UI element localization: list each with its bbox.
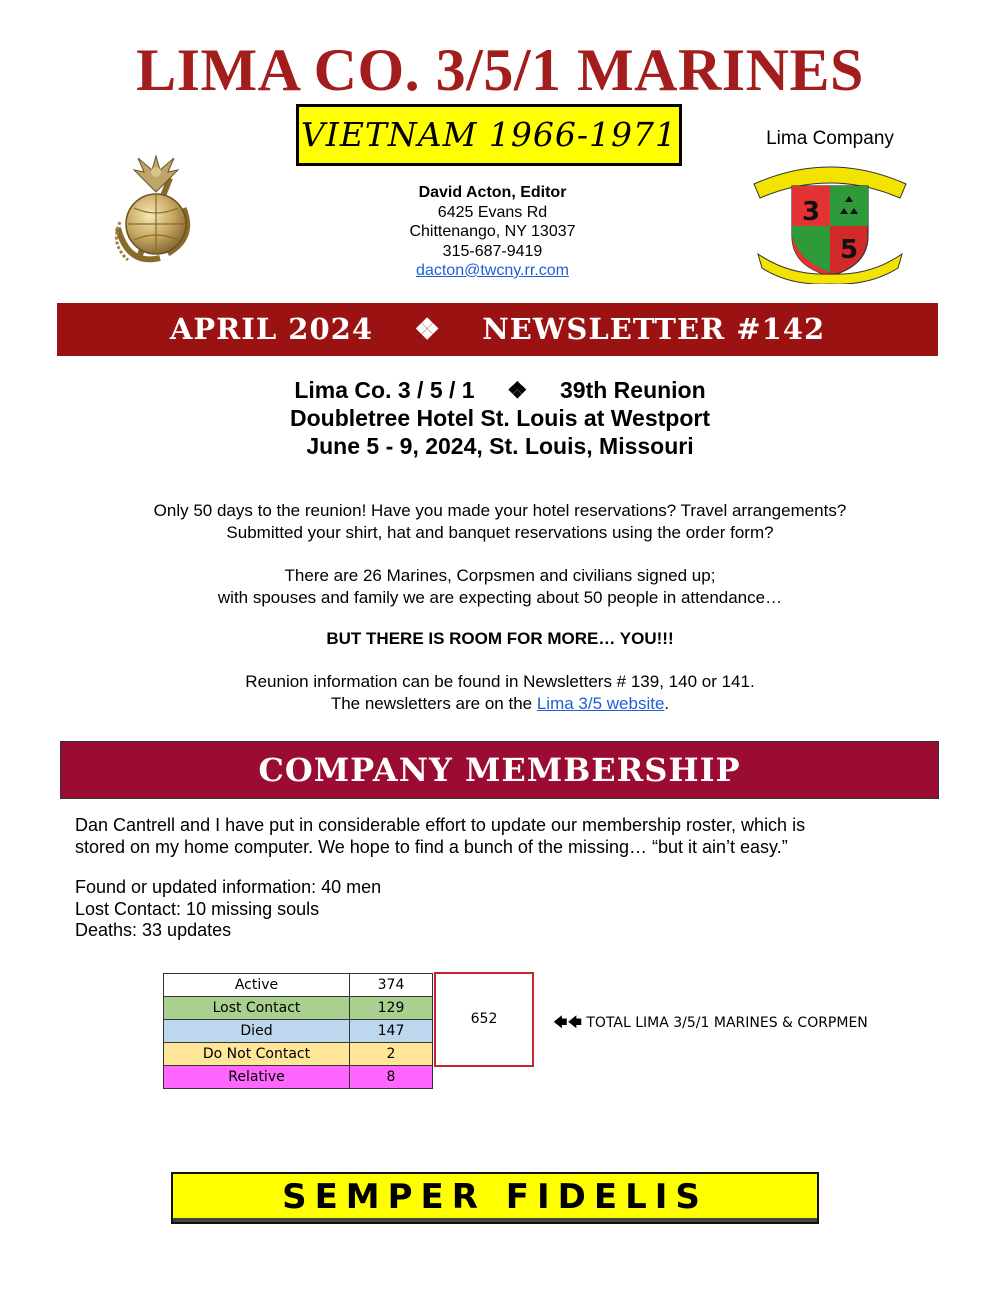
vietnam-banner: VIETNAM 1966-1971 (296, 104, 682, 166)
issue-banner (57, 303, 938, 356)
diamond-separator-icon: ❖ (506, 377, 528, 403)
reunion-unit: Lima Co. 3 / 5 / 1 (294, 377, 475, 403)
membership-intro (75, 815, 935, 858)
stat-deaths: Deaths: 33 updates (75, 920, 232, 940)
membership-banner: COMPANY MEMBERSHIP (60, 741, 939, 799)
row-label: Died (164, 1020, 350, 1043)
reunion-reminder (0, 500, 1000, 543)
table-row (164, 1020, 433, 1043)
ega-emblem-icon (98, 148, 218, 273)
lima-company-caption: Lima Company (766, 128, 894, 149)
stat-lost: Lost Contact: 10 missing souls (75, 898, 320, 919)
info-text: . (664, 693, 670, 713)
editor-street: 6425 Evans Rd (437, 203, 548, 221)
room-for-more: BUT THERE IS ROOM FOR MORE… YOU!!! (326, 629, 674, 648)
svg-text:5: 5 (839, 235, 859, 265)
membership-stats (75, 877, 935, 942)
row-label: Do Not Contact (164, 1043, 350, 1066)
newsletter-title: LIMA CO. 3/5/1 MARINES (136, 37, 864, 103)
svg-text:3: 3 (801, 197, 821, 227)
row-value: 2 (350, 1043, 433, 1066)
editor-email-link[interactable]: dacton@twcny.rr.com (416, 262, 569, 279)
table-row (164, 1066, 433, 1089)
editor-name: David Acton, Editor (418, 184, 567, 201)
table-row (164, 997, 433, 1020)
row-value: 129 (350, 997, 433, 1020)
row-value: 147 (350, 1020, 433, 1043)
row-label: Relative (164, 1066, 350, 1089)
issue-date: APRIL 2024 (169, 312, 374, 346)
attendance-paragraph (0, 565, 1000, 608)
lima-website-link[interactable]: Lima 3/5 website (536, 693, 665, 713)
editor-contact (350, 183, 635, 281)
table-row (164, 974, 433, 997)
info-text: The newsletters are on the (330, 693, 537, 713)
membership-table (163, 973, 433, 1089)
reunion-dates: June 5 - 9, 2024, St. Louis, Missouri (306, 433, 694, 459)
reminder-line: Only 50 days to the reunion! Have you made your hotel reservations? Travel arrangements? (153, 501, 847, 520)
membership-total: 652 (434, 972, 534, 1067)
editor-phone: 315-687-9419 (442, 242, 543, 260)
issue-number: NEWSLETTER #142 (482, 312, 826, 346)
reunion-number: 39th Reunion (559, 377, 706, 403)
semper-fidelis-banner: SEMPER FIDELIS (171, 1172, 819, 1224)
info-line: Reunion information can be found in Newsletters # 139, 140 or 141. (245, 672, 755, 691)
editor-city: Chittenango, NY 13037 (409, 223, 576, 240)
row-label: Lost Contact (164, 997, 350, 1020)
total-note: 🡄🡄 TOTAL LIMA 3/5/1 MARINES & CORPMEN (553, 1015, 868, 1031)
reunion-heading (0, 376, 1000, 460)
row-value: 374 (350, 974, 433, 997)
reunion-info-paragraph (0, 671, 1000, 714)
diamond-separator-icon: ❖ (414, 312, 442, 346)
table-row (164, 1043, 433, 1066)
reunion-venue: Doubletree Hotel St. Louis at Westport (290, 405, 710, 431)
intro-line: stored on my home computer. We hope to find a bunch of the missing… “but it ain’t easy.” (75, 836, 788, 857)
attendance-line: There are 26 Marines, Corpsmen and civilians signed up; (284, 566, 716, 585)
attendance-line: with spouses and family we are expecting about 50 people in attendance… (217, 587, 783, 607)
stat-found: Found or updated information: 40 men (75, 877, 382, 897)
row-label: Active (164, 974, 350, 997)
intro-line: Dan Cantrell and I have put in considerable effort to update our membership roster, which is (75, 815, 806, 835)
row-value: 8 (350, 1066, 433, 1089)
reminder-line: Submitted your shirt, hat and banquet reservations using the order form? (226, 522, 774, 542)
lima-company-logo (750, 126, 910, 284)
